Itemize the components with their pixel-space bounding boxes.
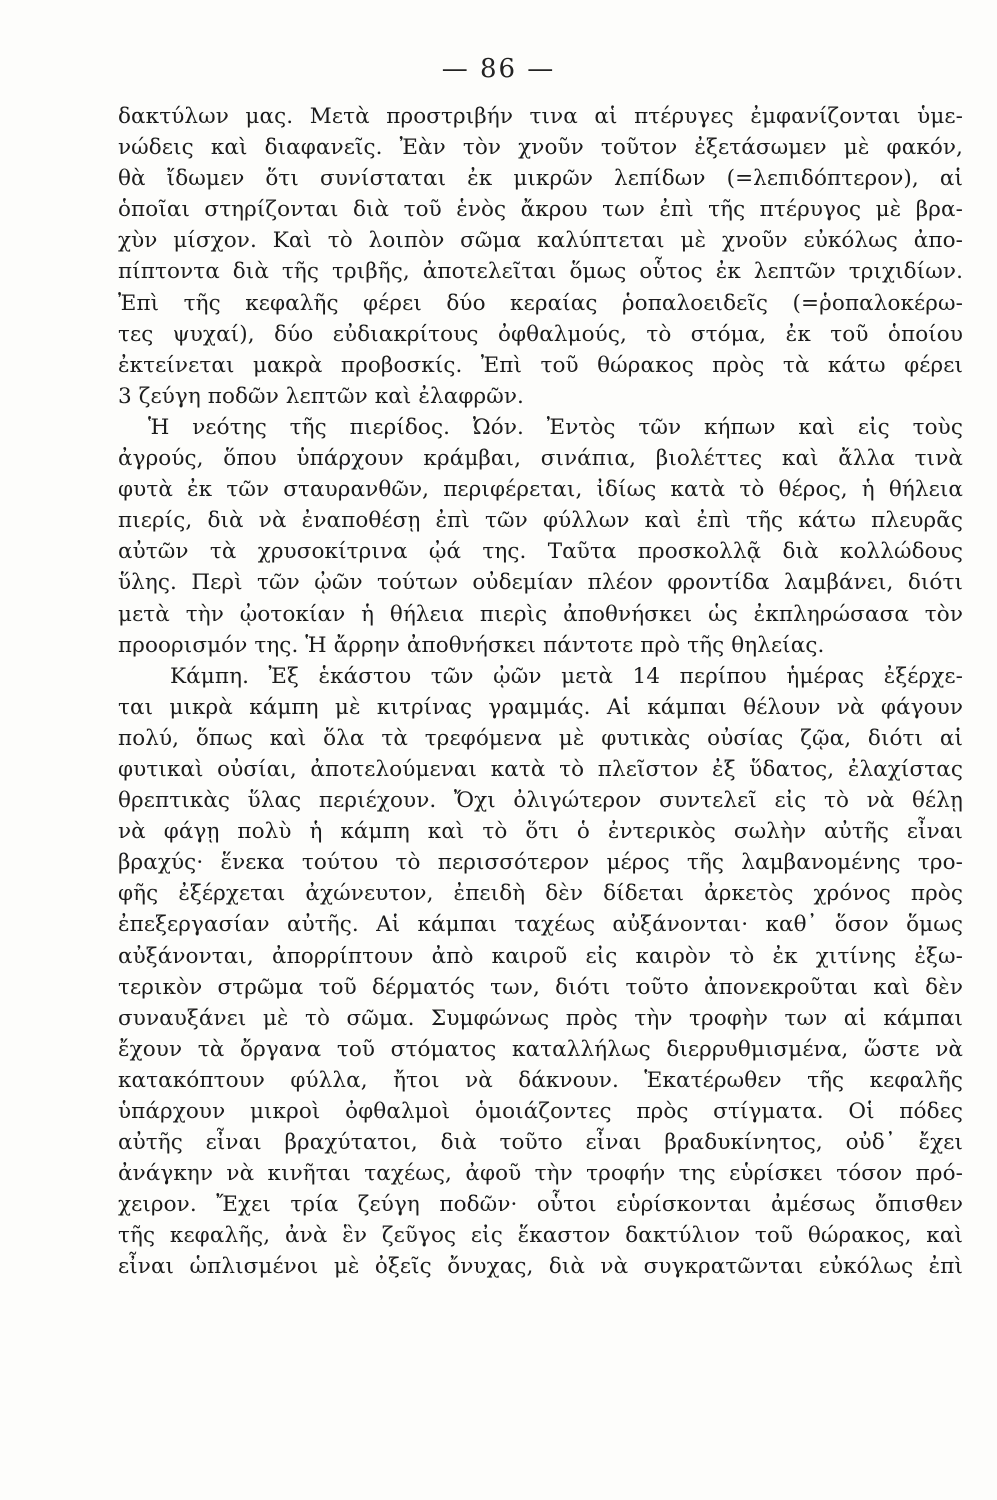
text-line: θὰ ἴδωμεν ὅτι συνίσταται ἐκ μικρῶν λεπίδων (=λεπιδόπτερον), αἱ: [118, 166, 963, 192]
text-line: τῆς κεφαλῆς, ἀνὰ ἓν ζεῦγος εἰς ἕκαστον δακτύλιον τοῦ θώρακος, καὶ: [118, 1223, 963, 1249]
text-line: τες ψυχαί), δύο εὐδιακρίτους ὀφθαλμούς, τὸ στόμα, ἐκ τοῦ ὁποίου: [118, 321, 963, 347]
text-line: ἐκτείνεται μακρὰ προβοσκίς. Ἐπὶ τοῦ θώρακος πρὸς τὰ κάτω φέρει: [118, 352, 963, 378]
text-line: χειρον. Ἔχει τρία ζεύγη ποδῶν· οὗτοι εὑρίσκονται ἀμέσως ὄπισθεν: [118, 1192, 963, 1218]
text-line: χὺν μίσχον. Καὶ τὸ λοιπὸν σῶμα καλύπτεται μὲ χνοῦν εὐκόλως ἀπο-: [118, 228, 963, 254]
text-line: πίπτοντα διὰ τῆς τριβῆς, ἀποτελεῖται ὅμως οὗτος ἐκ λεπτῶν τριχιδίων.: [118, 259, 963, 285]
text-line: κατακόπτουν φύλλα, ἤτοι νὰ δάκνουν. Ἑκατέρωθεν τῆς κεφαλῆς: [118, 1067, 963, 1093]
text-line: ὑπάρχουν μικροὶ ὀφθαλμοὶ ὁμοιάζοντες πρὸς στίγματα. Οἱ πόδες: [118, 1099, 963, 1124]
body-text: [118, 101, 963, 1283]
text-line: δακτύλων μας. Μετὰ προστριβήν τινα αἱ πτέρυγες ἐμφανίζονται ὑμε-: [118, 104, 963, 129]
text-line: πιερίς, διὰ νὰ ἐναποθέσῃ ἐπὶ τῶν φύλλων καὶ ἐπὶ τῆς κάτω πλευρᾶς: [118, 508, 963, 534]
text-line: 3 ζεύγη ποδῶν λεπτῶν καὶ ἐλαφρῶν.: [118, 383, 524, 409]
text-line: ἀγρούς, ὅπου ὑπάρχουν κράμβαι, σινάπια, βιολέττες καὶ ἄλλα τινὰ: [118, 446, 963, 472]
text-line: ὕλης. Περὶ τῶν ᾠῶν τούτων οὐδεμίαν πλέον φροντίδα λαμβάνει, διότι: [118, 570, 963, 596]
text-line: αὐτῆς εἶναι βραχύτατοι, διὰ τοῦτο εἶναι βραδυκίνητος, οὐδ᾽ ἔχει: [118, 1130, 963, 1156]
text-line: ἔχουν τὰ ὄργανα τοῦ στόματος καταλλήλως διερρυθμισμένα, ὥστε νὰ: [118, 1036, 963, 1062]
text-line: νὰ φάγῃ πολὺ ἡ κάμπη καὶ τὸ ὅτι ὁ ἐντερικὸς σωλὴν αὐτῆς εἶναι: [118, 819, 963, 845]
text-line: αὐτῶν τὰ χρυσοκίτρινα ᾠά της. Ταῦτα προσκολλᾷ διὰ κολλώδους: [118, 539, 963, 565]
text-line: ἐπεξεργασίαν αὐτῆς. Αἱ κάμπαι ταχέως αὐξάνονται· καθ᾽ ὅσον ὅμως: [118, 912, 963, 938]
text-line: Ἡ νεότης τῆς πιερίδος. Ὠόν. Ἐντὸς τῶν κήπων καὶ εἰς τοὺς: [148, 414, 963, 440]
text-line: φυτικαὶ οὐσίαι, ἀποτελούμεναι κατὰ τὸ πλεῖστον ἐξ ὕδατος, ἐλαχίστας: [118, 756, 963, 782]
text-line: Κάμπη. Ἐξ ἑκάστου τῶν ᾠῶν μετὰ 14 περίπου ἡμέρας ἐξέρχε-: [170, 663, 963, 689]
text-line: θρεπτικὰς ὕλας περιέχουν. Ὄχι ὀλιγώτερον συντελεῖ εἰς τὸ νὰ θέλῃ: [118, 788, 963, 814]
text-line: Ἐπὶ τῆς κεφαλῆς φέρει δύο κεραίας ῥοπαλοειδεῖς (=ῥοπαλοκέρω-: [118, 290, 963, 316]
text-line: εἶναι ὡπλισμένοι μὲ ὀξεῖς ὄνυχας, διὰ νὰ συγκρατῶνται εὐκόλως ἐπὶ: [118, 1254, 963, 1280]
text-line: ται μικρὰ κάμπη μὲ κιτρίνας γραμμάς. Αἱ κάμπαι θέλουν νὰ φάγουν: [118, 694, 963, 720]
text-line: πολύ, ὅπως καὶ ὅλα τὰ τρεφόμενα μὲ φυτικὰς οὐσίας ζῷα, διότι αἱ: [118, 725, 963, 751]
text-line: συναυξάνει μὲ τὸ σῶμα. Συμφώνως πρὸς τὴν τροφὴν των αἱ κάμπαι: [118, 1005, 963, 1031]
text-line: ἀνάγκην νὰ κινῆται ταχέως, ἀφοῦ τὴν τροφήν της εὑρίσκει τόσον πρό-: [118, 1161, 963, 1187]
text-line: ὁποῖαι στηρίζονται διὰ τοῦ ἑνὸς ἄκρου των ἐπὶ τῆς πτέρυγος μὲ βρα-: [118, 197, 963, 223]
page-number: — 86 —: [441, 54, 556, 84]
text-line: νώδεις καὶ διαφανεῖς. Ἐὰν τὸν χνοῦν τοῦτον ἐξετάσωμεν μὲ φακόν,: [118, 135, 963, 161]
text-line: φῆς ἐξέρχεται ἀχώνευτον, ἐπειδὴ δὲν δίδεται ἀρκετὸς χρόνος πρὸς: [118, 881, 963, 907]
text-line: τερικὸν στρῶμα τοῦ δέρματός των, διότι τοῦτο ἀπονεκροῦται καὶ δὲν: [118, 974, 963, 1000]
text-line: προορισμόν της. Ἡ ἄρρην ἀποθνήσκει πάντοτε πρὸ τῆς θηλείας.: [118, 632, 825, 658]
text-line: βραχύς· ἕνεκα τούτου τὸ περισσότερον μέρος τῆς λαμβανομένης τρο-: [118, 850, 963, 876]
text-line: μετὰ τὴν ᾠοτοκίαν ἡ θήλεια πιερὶς ἀποθνήσκει ὡς ἐκπληρώσασα τὸν: [118, 601, 963, 627]
text-line: φυτὰ ἐκ τῶν σταυρανθῶν, περιφέρεται, ἰδίως κατὰ τὸ θέρος, ἡ θήλεια: [118, 477, 963, 503]
text-line: αὐξάνονται, ἀπορρίπτουν ἀπὸ καιροῦ εἰς καιρὸν τὸ ἐκ χιτίνης ἐξω-: [118, 943, 963, 969]
